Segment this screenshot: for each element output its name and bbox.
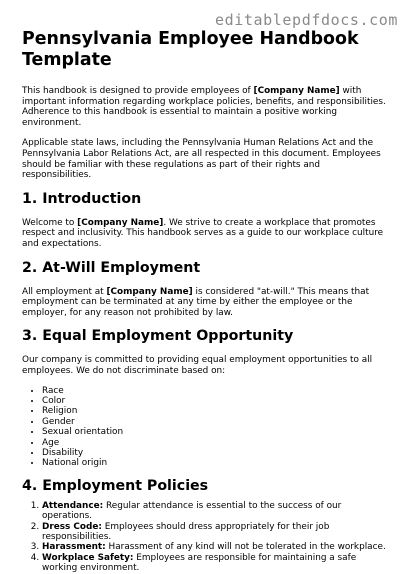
- protected-classes-list: [22, 386, 390, 469]
- section-heading-introduction: 1. Introduction: [22, 190, 142, 207]
- policy-term: Attendance:: [42, 500, 104, 511]
- section-heading-at-will: 2. At-Will Employment: [22, 259, 201, 276]
- list-item: • Disability: [42, 448, 390, 458]
- policy-term: Dress Code:: [42, 521, 102, 532]
- list-item: • Gender: [42, 417, 390, 427]
- intro-paragraph: This handbook is designed to provide employees of [Company Name] with important information regarding workplace policies, benefits, and responsibilities. Adherence to this handbook is essential to maintain a positive working environment.: [22, 86, 386, 128]
- list-item: • Religion: [42, 406, 390, 416]
- document-title: Pennsylvania Employee Handbook Template: [22, 29, 359, 70]
- policy-term: Workplace Safety:: [42, 552, 134, 563]
- section-heading-policies: 4. Employment Policies: [22, 477, 209, 494]
- company-name-placeholder: [Company Name]: [253, 86, 340, 96]
- state-laws-paragraph: Applicable state laws, including the Pennsylvania Human Relations Act and the Pennsylvania Labor Relations Act, are all respected in this document. Employees should be familiar with these regulations as part of their rights and responsibilities.: [22, 138, 381, 181]
- list-item: 2. Dress Code: Employees should dress appropriately for their job responsibilities.: [42, 522, 390, 543]
- list-item: • Race: [42, 386, 390, 396]
- introduction-paragraph: Welcome to [Company Name]. We strive to create a workplace that promotes respect and inclusivity. This handbook serves as a guide to our workplace culture and expectations.: [22, 217, 384, 249]
- eeo-paragraph: Our company is committed to providing equal employment opportunities to all employees. We do not discriminate based on:: [22, 355, 373, 376]
- list-item: 4. Workplace Safety: Employees are responsible for maintaining a safe working environment.: [42, 553, 390, 574]
- company-name-placeholder: [Company Name]: [77, 217, 164, 228]
- at-will-paragraph: All employment at [Company Name] is considered "at-will." This means that employment can be terminated at any time by either the employee or the employer, for any reason not prohibited by law.: [22, 286, 370, 318]
- list-item: • Age: [42, 438, 390, 448]
- list-item: • Sexual orientation: [42, 427, 390, 437]
- list-item: 3. Harassment: Harassment of any kind will not be tolerated in the workplace.: [42, 542, 390, 552]
- policies-list: [22, 501, 390, 574]
- list-item: • National origin: [42, 458, 390, 468]
- site-watermark: editablepdfdocs.com: [215, 11, 398, 29]
- company-name-placeholder: [Company Name]: [106, 286, 193, 297]
- document-page: [22, 29, 390, 574]
- list-item: • Color: [42, 396, 390, 406]
- policy-term: Harassment:: [42, 542, 106, 553]
- section-heading-eeo: 3. Equal Employment Opportunity: [22, 328, 294, 345]
- list-item: 1. Attendance: Regular attendance is essential to the success of our operations.: [42, 501, 390, 522]
